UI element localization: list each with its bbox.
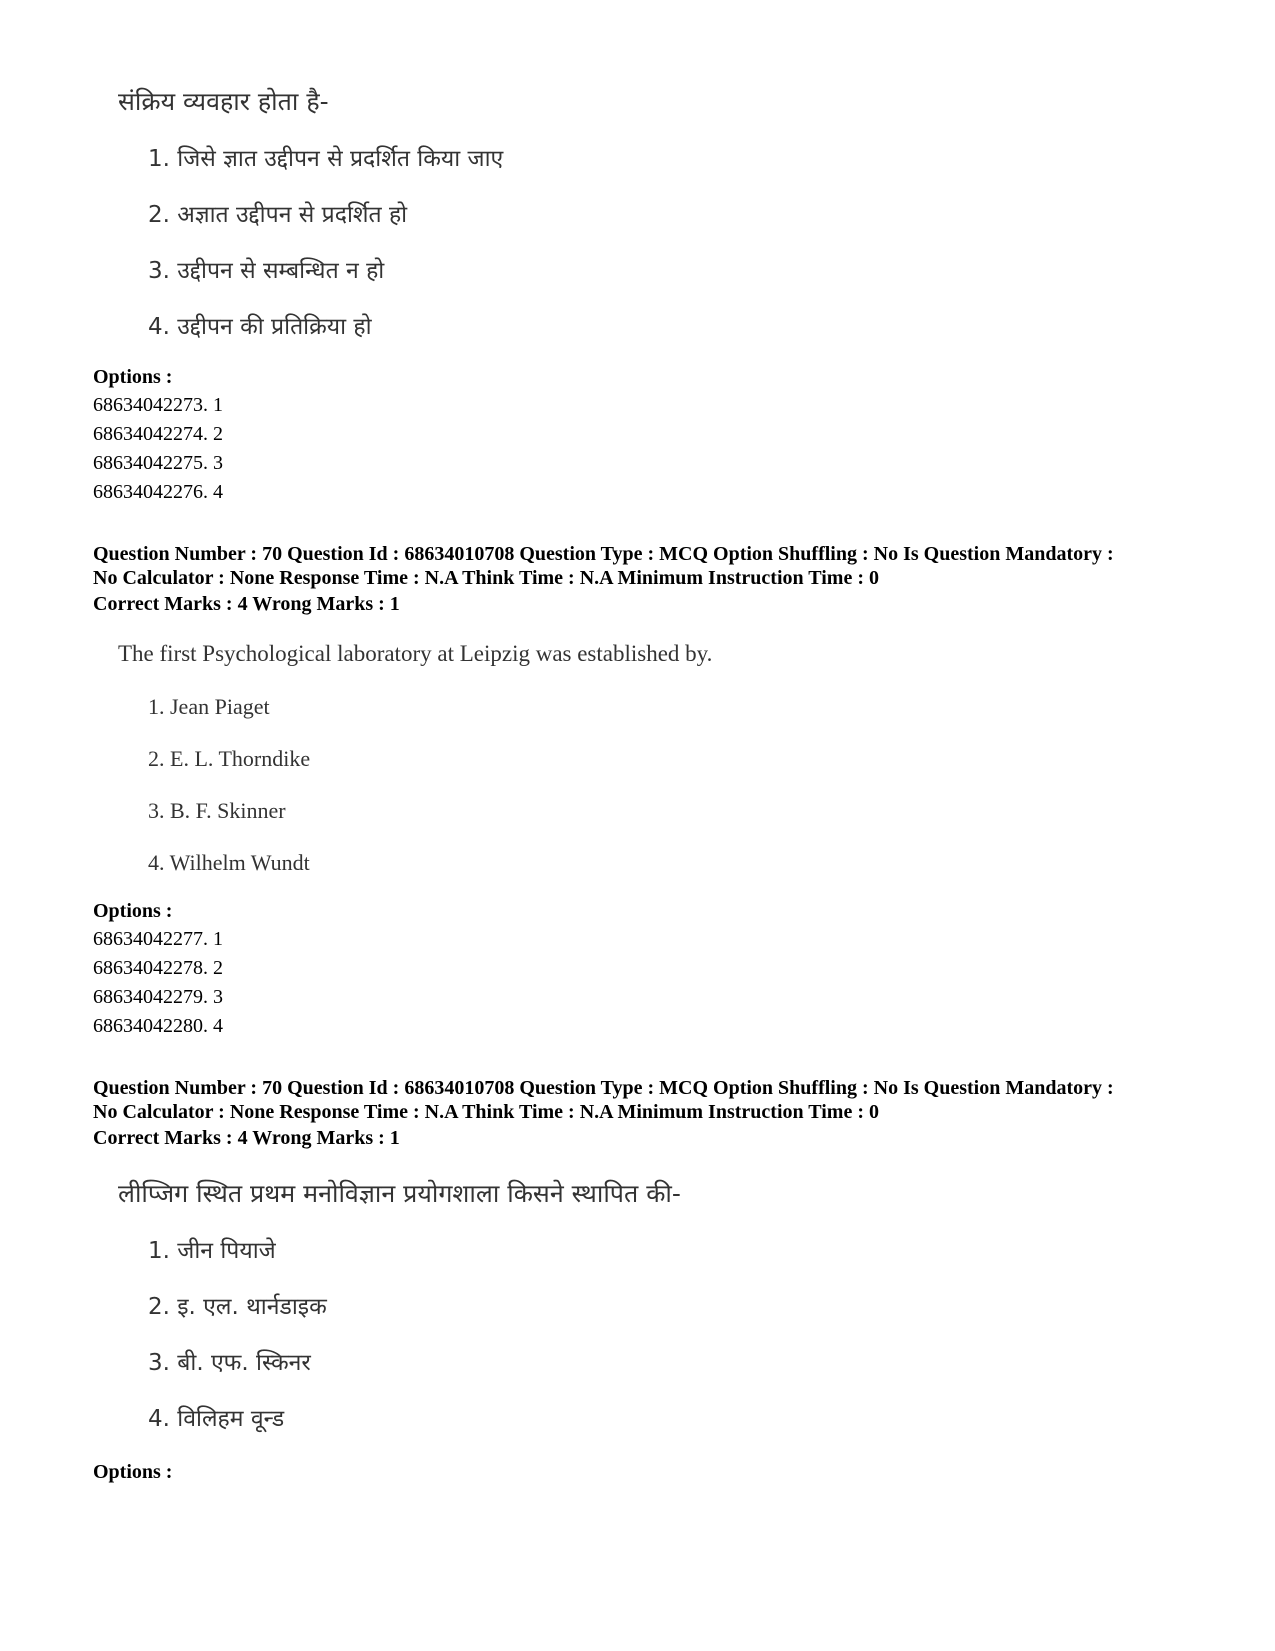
choice-4: 4. उद्दीपन की प्रतिक्रिया हो bbox=[148, 314, 372, 340]
question-meta-line-1: Question Number : 70 Question Id : 68634010708 Question Type : MCQ Option Shuffling : No Is Question Mandatory : bbox=[93, 1077, 1114, 1099]
choice-2: 2. E. L. Thorndike bbox=[148, 746, 311, 771]
options-list bbox=[93, 391, 223, 507]
options-label: Options : bbox=[93, 900, 173, 922]
option-id: 68634042273. 1 bbox=[93, 394, 223, 416]
choice-4: 4. Wilhelm Wundt bbox=[148, 850, 310, 875]
option-id: 68634042280. 4 bbox=[93, 1015, 223, 1037]
options-list bbox=[93, 925, 223, 1041]
option-id: 68634042276. 4 bbox=[93, 481, 223, 503]
choice-3: 3. बी. एफ. स्किनर bbox=[148, 1350, 311, 1376]
choice-1: 1. जिसे ज्ञात उद्दीपन से प्रदर्शित किया जाए bbox=[148, 146, 504, 172]
question-meta bbox=[93, 542, 1233, 590]
choice-4: 4. विलिहम वून्ड bbox=[148, 1406, 285, 1432]
choice-2: 2. इ. एल. थार्नडाइक bbox=[148, 1294, 327, 1320]
options-label: Options : bbox=[93, 1461, 173, 1483]
choice-3: 3. उद्दीपन से सम्बन्धित न हो bbox=[148, 258, 385, 284]
question-marks: Correct Marks : 4 Wrong Marks : 1 bbox=[93, 1127, 400, 1149]
question-marks: Correct Marks : 4 Wrong Marks : 1 bbox=[93, 593, 400, 615]
option-id: 68634042277. 1 bbox=[93, 928, 223, 950]
question-stem-english: The first Psychological laboratory at Leipzig was established by. bbox=[118, 641, 713, 666]
choice-1: 1. Jean Piaget bbox=[148, 694, 270, 719]
question-meta-line-2: No Calculator : None Response Time : N.A Think Time : N.A Minimum Instruction Time : 0 bbox=[93, 1101, 879, 1123]
choice-3: 3. B. F. Skinner bbox=[148, 798, 286, 823]
option-id: 68634042275. 3 bbox=[93, 452, 223, 474]
option-id: 68634042279. 3 bbox=[93, 986, 223, 1008]
question-stem-hindi: संक्रिय व्यवहार होता है- bbox=[118, 87, 329, 116]
option-id: 68634042278. 2 bbox=[93, 957, 223, 979]
choice-2: 2. अज्ञात उद्दीपन से प्रदर्शित हो bbox=[148, 202, 408, 228]
question-meta-line-1: Question Number : 70 Question Id : 68634010708 Question Type : MCQ Option Shuffling : No Is Question Mandatory : bbox=[93, 543, 1114, 565]
question-stem-hindi: लीप्जिग स्थित प्रथम मनोविज्ञान प्रयोगशाला किसने स्थापित की- bbox=[118, 1179, 681, 1208]
question-meta bbox=[93, 1076, 1233, 1124]
option-id: 68634042274. 2 bbox=[93, 423, 223, 445]
choice-1: 1. जीन पियाजे bbox=[148, 1238, 276, 1264]
options-label: Options : bbox=[93, 366, 173, 388]
question-meta-line-2: No Calculator : None Response Time : N.A Think Time : N.A Minimum Instruction Time : 0 bbox=[93, 567, 879, 589]
